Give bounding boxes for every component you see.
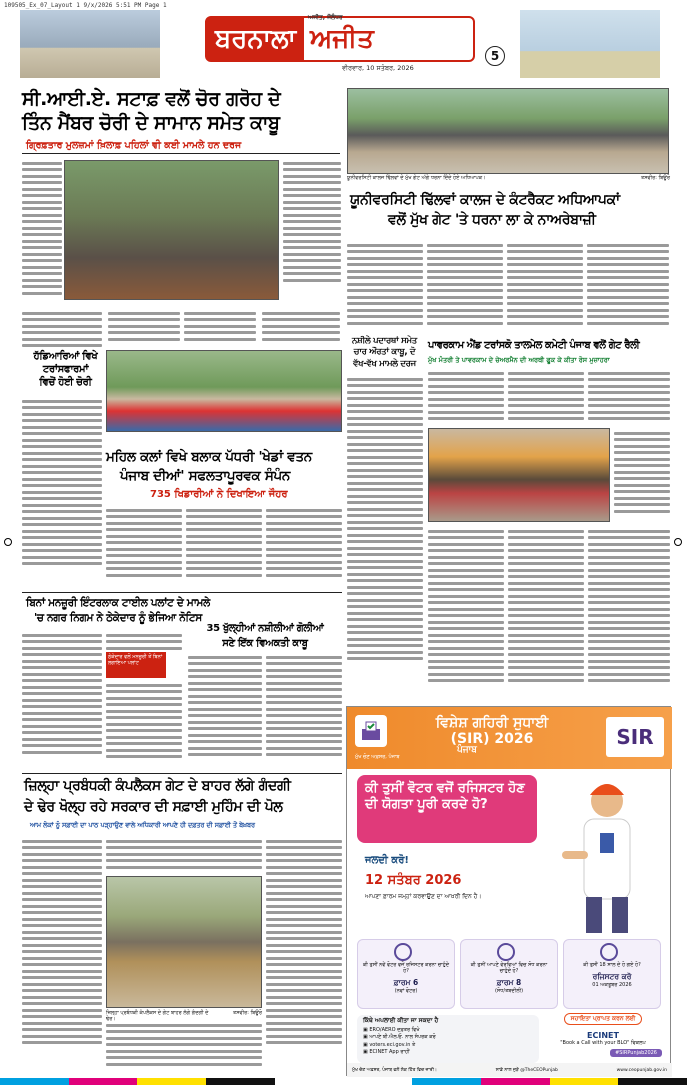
drugs-headline-line1: ਨਸ਼ੀਲੇ ਪਦਾਰਥਾਂ ਸਮੇਤ [352,336,417,346]
garbage-subhead: ਆਮ ਲੋਕਾਂ ਨੂੰ ਸਫ਼ਾਈ ਦਾ ਪਾਠ ਪੜ੍ਹਾਉਣ ਵਾਲੇ ਅਧਿਕਾਰੀ ਆਪਣੇ ਹੀ ਦਫ਼ਤਰ ਦੀ ਸਫ਼ਾਈ ਤੋਂ ਬੇਖ਼ਬਰ [30,822,255,829]
sir-logo [606,717,664,757]
ad-box-18yrs [563,939,661,1009]
powercom-text-col4 [614,428,670,524]
textile-text-col2 [106,630,182,650]
ad-where-item: ▣ ECINET App ਰਾਹੀਂ [363,1049,410,1055]
pills-headline [188,622,342,651]
ad-hurry: ਜਲਦੀ ਕਰੋ! [365,855,409,866]
divider [22,773,342,774]
story1-text-col1b [22,308,102,353]
story1-text-col4 [262,308,340,348]
ad-box-question: ਕੀ ਤੁਸੀਂ ਨਵੇਂ ਵੋਟਰ ਵਜੋਂ ਰਜਿਸਟਰ ਕਰਨਾ ਚਾਹੁੰਦੇ ਹੋ? [362,962,450,974]
story1-headline-line2: ਤਿੰਨ ਮੈਂਬਰ ਚੋਰੀ ਦੇ ਸਾਮਾਨ ਸਮੇਤ ਕਾਬੂ [22,111,280,134]
ad-help-title: ਸਹਾਇਤਾ ਪ੍ਰਾਪਤ ਕਰਨ ਲਈ [564,1013,643,1025]
story1-text-col3b [184,308,256,348]
powercom-text-col2 [508,368,584,426]
uni-photo-caption: ਯੂਨੀਵਰਸਿਟੀ ਕਾਲਜ ਢਿੱਲਵਾਂ ਦੇ ਮੁੱਖ ਗੇਟ ਅੱਗੇ ਧਰਨਾ ਦਿੰਦੇ ਹੋਏ ਅਧਿਆਪਕ। [347,175,486,181]
hospital-headline-line3: ਵਿਚੋਂ ਹੋਈ ਚੋਰੀ [39,377,92,388]
textile-headline-line2: 'ਚ ਨਗਰ ਨਿਗਮ ਨੇ ਠੇਕੇਦਾਰ ਨੂੰ ਭੇਜਿਆ ਨੋਟਿਸ [34,612,202,625]
print-color-bar [0,1078,687,1085]
ad-state: ਪੰਜਾਬ [457,745,477,755]
powercom-text-col5 [428,526,504,702]
job-line: 109505_Ex_07_Layout 1 9/x/2026 5:51 PM Page 1 [4,2,167,9]
sir-logo-text: SIR [616,725,654,749]
garbage-photo-caption: ਜ਼ਿਲ੍ਹਾ ਪ੍ਰਬੰਧਕੀ ਕੰਪਲੈਕਸ ਦੇ ਗੇਟ ਬਾਹਰ ਲੱਗੇ ਗੰਦਗੀ ਦੇ ਢੇਰ। [106,1010,209,1022]
masthead-date: ਵੀਰਵਾਰ, 10 ਸਤੰਬਰ, 2026 [342,64,414,72]
story1-police-photo [64,160,279,300]
garbage-text-col1 [22,836,102,1076]
drugs-headline [347,336,422,370]
ad-ceo: ਮੁੱਖ ਚੋਣ ਅਫ਼ਸਰ, ਪੰਜਾਬ [355,754,400,760]
story1-subhead: ਗ੍ਰਿਫ਼ਤਾਰ ਮੁਲਜ਼ਮਾਂ ਖ਼ਿਲਾਫ਼ ਪਹਿਲਾਂ ਵੀ ਕਈ ਮਾਮਲੇ ਹਨ ਦਰਜ [26,140,242,151]
ad-box-question: ਕੀ ਤੁਸੀਂ ਆਪਣੇ ਵੇਰਵਿਆਂ ਵਿਚ ਸੋਧ ਕਰਨਾ ਚਾਹੁੰਦੇ ਹੋ? [470,962,548,974]
user-edit-icon [497,943,515,961]
ad-where-title: ਕਿੱਥੇ ਅਪਲਾਈ ਕੀਤਾ ਜਾ ਸਕਦਾ ਹੈ [363,1017,439,1024]
divider [22,153,340,154]
uni-headline [350,190,670,231]
uni-headline-line2: ਵਲੋਂ ਮੁੱਖ ਗੇਟ 'ਤੇ ਧਰਨਾ ਲਾ ਕੇ ਨਾਅਰੇਬਾਜ਼ੀ [388,212,596,229]
pills-text-col1 [188,652,262,770]
ad-question: ਕੀ ਤੁਸੀਂ ਵੋਟਰ ਵਜੋਂ ਰਜਿਸਟਰ ਹੋਣ ਦੀ ਯੋਗਤਾ ਪੂਰੀ ਕਰਦੇ ਹੋ? [357,775,537,843]
sports-photo [106,350,342,432]
ad-where-item: ▣ ERO/AERO ਦਫ਼ਤਰ ਵਿਖੇ [363,1026,420,1033]
ad-deadline: 12 ਸਤੰਬਰ 2026 [365,873,462,888]
garbage-text-col2b [106,1020,262,1076]
sports-text-col2 [186,505,262,583]
story1-headline [22,88,342,136]
divider [22,592,342,593]
powercom-text-col6 [508,526,584,702]
hospital-headline [28,350,103,389]
garbage-text-col2 [106,836,262,872]
uni-headline-line1: ਯੂਨੀਵਰਸਿਟੀ ਢਿੱਲਵਾਂ ਕਾਲਜ ਦੇ ਕੰਟਰੈਕਟ ਅਧਿਆਪਕਾਂ [350,192,620,208]
masthead-city: ਬਰਨਾਲਾ [207,18,304,60]
ad-header-band [347,707,672,769]
ad-person-illustration [562,773,652,933]
ad-footer [347,1063,672,1077]
ad-where-apply [357,1015,539,1063]
ad-where-item: ▣ ਆਪਣੇ ਬੀ.ਐਲ.ਓ. ਨਾਲ ਸੰਪਰਕ ਕਰੋ [363,1034,436,1040]
sports-text-col3 [266,505,342,583]
ad-title: ਵਿਸ਼ੇਸ਼ ਗਹਿਰੀ ਸੁਧਾਈ (SIR) 2026 [435,715,549,747]
sports-text-col1 [106,505,182,583]
ad-box-note: 01 ਅਕਤੂਬਰ 2026 [592,982,632,988]
powercom-text-col1 [428,368,504,426]
sports-headline [106,448,342,486]
ad-help [543,1013,663,1065]
sports-photo-caption [106,433,342,441]
masthead-paper-title: ਅਜੀਤ [310,23,374,54]
ad-box-form: ਰਜਿਸਟਰ ਕਰੋ [592,972,632,981]
story1-text-col3 [283,158,341,298]
masthead-paper-small: ਅਜੀਤ, ਜੌਲੰਧਰ [308,13,343,21]
story1-headline-line1: ਸੀ.ਆਈ.ਏ. ਸਟਾਫ਼ ਵਲੋਂ ਚੋਰ ਗਰੋਹ ਦੇ [22,88,281,110]
textile-red-box: ਠੇਕੇਦਾਰ ਵਲੋਂ ਮਨਜ਼ੂਰੀ ਤੋਂ ਬਿਨਾਂ ਲਗਾਇਆ ਪਲਾਂਟ [106,652,166,678]
uni-protest-photo [347,88,669,174]
powercom-text-col3 [588,368,670,426]
hospital-headline-line1: ਹੱਡਿਆਰਿਆਂ ਵਿਖੇ [33,351,98,362]
powercom-subhead: ਮੁੱਖ ਮੰਤਰੀ ਤੇ ਪਾਵਰਕਾਮ ਦੇ ਚੇਅਰਮੈਨ ਦੀ ਅਰਥੀ ਫੂਕ ਕੇ ਕੀਤਾ ਰੋਸ ਮੁਜ਼ਾਹਰਾ [428,356,610,364]
masthead-gate-photo [20,10,160,78]
story1-text-col2 [108,308,180,348]
story1-text-col1 [22,158,62,308]
page-number: 5 [485,46,505,66]
ad-box-form: ਫ਼ਾਰਮ 8 [496,978,522,987]
sports-headline-line2: ਪੰਜਾਬ ਦੀਆਂ' ਸਫਲਤਾਪੂਰਵਕ ਸੰਪੰਨ [120,467,291,484]
user-plus-icon [394,943,412,961]
hospital-headline-line2: ਟਰਾਂਸਫਾਰਮਾਂ [42,364,89,375]
sir-advertisement [346,706,671,1076]
masthead-banner [205,13,475,62]
hospital-text [22,396,102,586]
ad-box-form8 [460,939,558,1009]
garbage-headline-line2: ਦੇ ਢੇਰ ਖੋਲ੍ਹ ਰਹੇ ਸਰਕਾਰ ਦੀ ਸਫ਼ਾਈ ਮੁਹਿੰਮ ਦੀ ਪੋਲ [24,799,283,815]
uni-photo-credit: ਤਸਵੀਰ: ਬਿਊਰੋ [641,175,670,181]
ad-box-form: ਫ਼ਾਰਮ 6 [393,978,419,987]
masthead-paper [304,13,380,55]
ad-box-form6 [357,939,455,1009]
registration-mark [674,538,682,546]
ad-help-note: "Book a Call with your BLO" ਵਿਕਲਪ [560,1040,646,1046]
age-18-icon [600,943,618,961]
uni-text-col1 [347,240,423,332]
textile-headline-line1: ਬਿਨਾਂ ਮਨਜ਼ੂਰੀ ਇੰਟਰਲਾਕ ਟਾਈਲ ਪਲਾਂਟ ਦੇ ਮਾਮਲੇ [26,597,210,609]
uni-text-col2 [427,240,503,332]
pills-headline-line2: ਸਣੇ ਇੱਕ ਵਿਅਕਤੀ ਕਾਬੂ [222,637,308,649]
ecinet-logo: ECINET [587,1031,619,1040]
garbage-photo [106,876,262,1008]
textile-text-col2b [106,680,182,770]
drugs-text [347,374,423,699]
drugs-headline-line3: ਵੱਖ-ਵੱਖ ਮਾਮਲੇ ਦਰਜ [353,358,416,369]
drugs-headline-line2: ਚਾਰ ਔਰਤਾਂ ਕਾਬੂ, ਦੋ [353,347,416,358]
ad-where-item: ▣ voters.eci.gov.in ਤੇ [363,1041,416,1048]
registration-mark [4,538,12,546]
powercom-rally-photo [428,428,610,522]
uni-text-col3 [507,240,583,332]
pills-text-col2 [266,652,342,770]
powercom-headline: ਪਾਵਰਕਾਮ ਐਂਡ ਟਰਾਂਸਕੋ ਤਾਲਮੇਲ ਕਮੇਟੀ ਪੰਜਾਬ ਵਲੋਂ ਗੇਟ ਰੈਲੀ [428,340,640,351]
ad-footer-left: ਮੁੱਖ ਚੋਣ ਅਫ਼ਸਰ, ਪੰਜਾਬ ਵਲੋਂ ਲੋਕ ਹਿੱਤ ਵਿਚ ਜਾਰੀ। [352,1068,437,1073]
ad-box-note: (ਸੋਧ/ਤਬਦੀਲੀ) [494,988,524,994]
ad-footer-right: www.ceopunjab.gov.in [616,1067,667,1073]
ad-deadline-note: ਆਪਣਾ ਫ਼ਾਰਮ ਜਮ੍ਹਾਂ ਕਰਵਾਉਣ ਦਾ ਆਖ਼ਰੀ ਦਿਨ ਹੈ। [365,893,482,900]
uni-text-col4 [587,240,669,332]
garbage-photo-credit: ਤਸਵੀਰ: ਬਿਊਰੋ [233,1010,262,1016]
sports-subhead: 735 ਖਿਡਾਰੀਆਂ ਨੇ ਦਿਖਾਇਆ ਜੌਹਰ [150,489,288,500]
ad-box-question: ਕੀ ਤੁਸੀਂ 18 ਸਾਲ ਦੇ ਹੋ ਗਏ ਹੋ? [583,962,641,968]
garbage-headline-line1: ਜ਼ਿਲ੍ਹਾ ਪ੍ਰਬੰਧਕੀ ਕੰਪਲੈਕਸ ਗੇਟ ਦੇ ਬਾਹਰ ਲੱਗੇ ਗੰਦਗੀ [24,778,291,794]
garbage-text-col3 [266,836,342,1076]
ballot-box-icon [355,715,387,747]
ad-hashtag: #SIRPunjab2026 [610,1049,662,1057]
garbage-headline [24,776,344,818]
ad-box-note: (ਨਵਾਂ ਵੋਟਰ) [394,988,418,994]
powercom-text-col7 [588,526,670,702]
pills-headline-line1: 35 ਖੁੱਲ੍ਹੀਆਂ ਨਸ਼ੀਲੀਆਂ ਗੋਲੀਆਂ [206,623,324,634]
ad-footer-mid: ਸਾਡੇ ਨਾਲ ਜੁੜੋ @TheCEOPunjab [495,1068,558,1073]
masthead-monument-photo [520,10,660,78]
textile-text-col1 [22,630,102,770]
sports-headline-line1: ਮਹਿਲ ਕਲਾਂ ਵਿਖੇ ਬਲਾਕ ਪੱਧਰੀ 'ਖੇਡਾਂ ਵਤਨ [106,449,312,465]
